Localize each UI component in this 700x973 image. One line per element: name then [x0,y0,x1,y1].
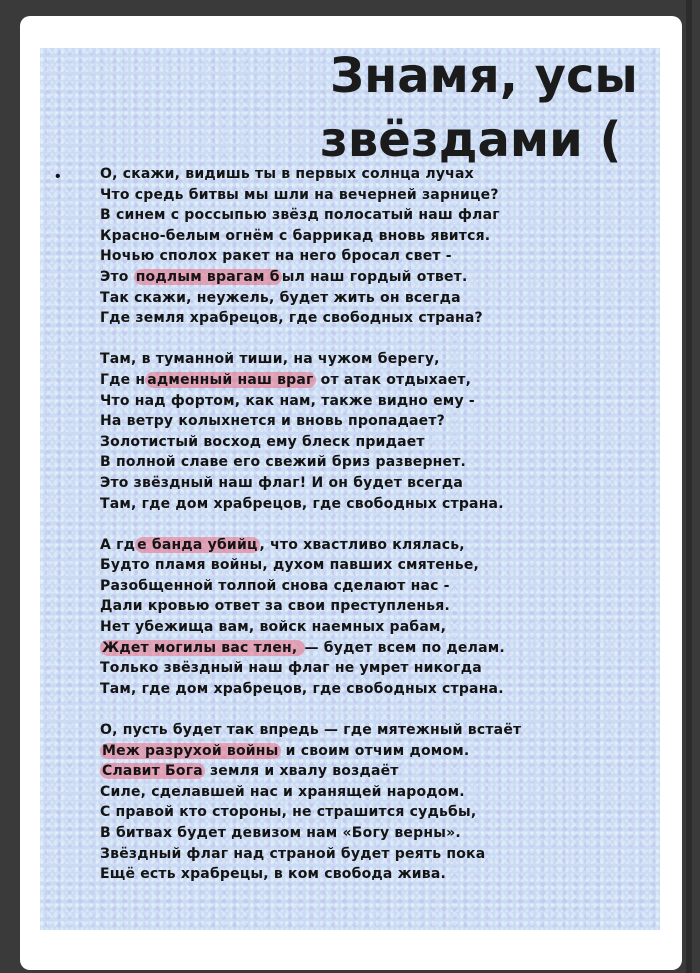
poem-line: Что над фортом, как нам, также видно ему - [100,392,475,409]
poem-line [100,535,660,556]
poem-stanza [100,720,660,885]
line-text: Где н [100,371,146,388]
poem-line: Где земля храбрецов, где свободных страна? [100,310,483,327]
poem-line: Золотистый восход ему блеск придает [100,433,425,450]
line-text: , что хвастливо клялась, [259,536,465,553]
poem-line [100,638,660,659]
poem-line: На ветру колыхнется и вновь пропадает? [100,413,445,430]
line-text: ыл наш гордый ответ. [281,268,468,285]
highlighted-phrase: адменный наш враг [147,371,314,388]
slide-image [40,48,660,930]
poem-line: Дали кровью ответ за свои преступленья. [100,598,450,615]
poem-line: Так скажи, неужель, будет жить он всегда [100,289,461,306]
line-text: и своим отчим домом. [280,742,470,759]
slide-title-line-1: Знамя, усы [330,48,638,104]
poem-line: О, скажи, видишь ты в первых солнца лучах [100,166,474,182]
scrollbar[interactable] [686,0,692,973]
highlighted-phrase: е банда убийц [137,536,258,553]
poem-stanza [100,164,660,329]
poem-line: Ночью сполох ракет на него бросал свет - [100,248,452,265]
poem-line: Ещё есть храбрецы, в ком свобода жива. [100,866,446,883]
poem-line: Это звёздный наш флаг! И он будет всегда [100,474,464,491]
poem-line [100,761,660,782]
poem-line: Что средь битвы мы шли на вечерней зарнице? [100,186,499,203]
line-text: Это [100,268,134,285]
line-text: — будет всем по делам. [304,639,505,656]
poem-line: О, пусть будет так впредь — где мятежный встаёт [100,722,522,739]
poem-text [100,164,660,905]
poem-line: Разобщенной толпой снова сделают нас - [100,577,450,594]
poem-stanza [100,535,660,700]
poem-line: Будто пламя войны, духом павших смятенье, [100,557,480,574]
slide-title [320,48,638,172]
poem-line: В полной славе его свежий бриз развернет. [100,454,467,471]
poem-line: Только звёздный наш флаг не умрет никогда [100,660,482,677]
poem-line: Красно-белым огнём с баррикад вновь явится. [100,227,491,244]
poem-stanza [100,349,660,514]
bullet-icon: • [55,168,61,185]
poem-line [100,741,660,762]
poem-line: Нет убежища вам, войск наемных рабам, [100,619,447,636]
poem-line: Звёздный флаг над страной будет реять пока [100,845,486,862]
highlighted-phrase: подлым врагам б [135,268,280,285]
poem-line: В синем с россыпью звёзд полосатый наш флаг [100,207,500,224]
line-text: А гд [100,536,136,553]
poem-line [100,267,660,288]
poem-line: С правой кто стороны, не страшится судьбы, [100,804,477,821]
poem-line: Там, в туманной тиши, на чужом берегу, [100,351,440,368]
line-text: земля и хвалу воздаёт [204,763,399,780]
highlighted-phrase: Меж разрухой войны [102,742,279,759]
poem-line: Силе, сделавшей нас и хранящей народом. [100,783,465,800]
poem-line: В битвах будет девизом нам «Богу верны». [100,825,461,841]
line-text: от атак отдыхает, [315,371,472,388]
poem-line: Там, где дом храбрецов, где свободных страна. [100,680,504,697]
poem-line [100,370,660,391]
poem-line: Там, где дом храбрецов, где свободных страна. [100,495,504,512]
slide-title-line-2: звёздами ( [320,112,622,168]
highlighted-phrase: Славит Бога [102,763,203,780]
highlighted-phrase: Ждет могилы вас тлен, [102,639,303,656]
